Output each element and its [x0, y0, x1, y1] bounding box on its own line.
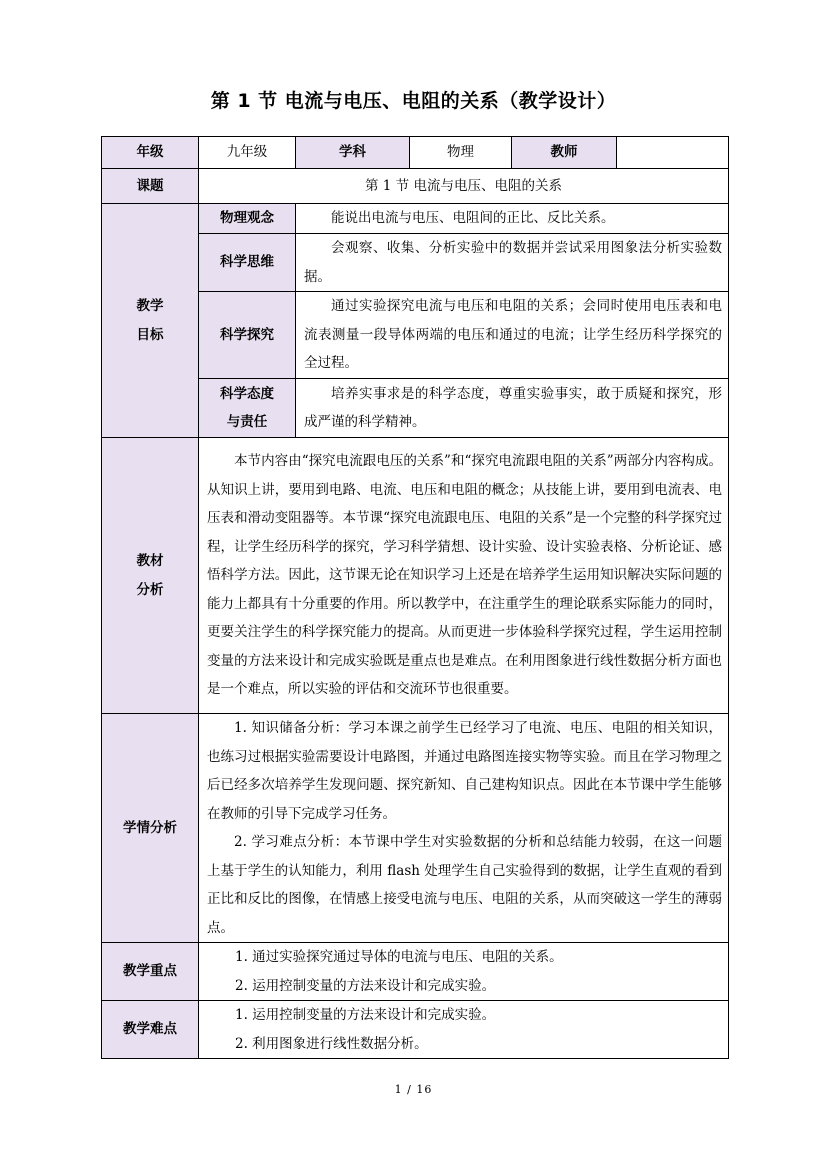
textbook-label-line1: 教材: [136, 553, 164, 569]
textbook-label-line2: 分析: [136, 581, 164, 598]
difficult-points-label: 教学难点: [102, 1001, 199, 1059]
page-number: 1 / 16: [394, 1083, 433, 1096]
textbook-text: [199, 438, 729, 714]
teacher-value: [617, 137, 729, 169]
objective-label: [199, 379, 296, 438]
page-title: 第 1 节 电流与电压、电阻的关系（教学设计）: [210, 90, 617, 112]
textbook-paragraph: 本节内容由“探究电流跟电压的关系”和“探究电流跟电阻的关系”两部分内容构成。从知识上讲，要用到电路、电流、电压和电阻的概念；从技能上讲，要用到电流表、电压表和滑动变阻器等。本节课“探究电流跟电压、电阻的关系”是一个完整的科学探究过程，让学生经历科学的探究，学习科学猜想、设计实验、设计实验表格、分析论证、感悟科学方法。因此，这节课无论在知识学习上还是在培养学生运用知识解决实际问题的能力上都具有十分重要的作用。所以教学中，在注重学生的理论联系实际能力的同时，更要关注学生的科学探究能力的提高。从而更进一步体验科学探究过程，学生运用控制变量的方法来设计和完成实验既是重点也是难点。在利用图象进行线性数据分析方面也是一个难点，所以实验的评估和交流环节也很重要。: [207, 453, 722, 698]
topic-label: 课题: [102, 169, 199, 204]
objectives-label-line2: 目标: [136, 326, 164, 343]
key-points-row: [102, 943, 729, 1001]
subject-label: 学科: [296, 137, 410, 169]
subject-value: 物理: [410, 137, 512, 169]
objective-label-line1: 科学态度: [220, 385, 274, 402]
objectives-label: [102, 204, 199, 438]
topic-row: [102, 169, 729, 204]
objective-row: [102, 204, 729, 234]
list-item: 1. 通过实验探究通过导体的电流与电压、电阻的关系。: [235, 949, 563, 965]
key-points-list: [199, 943, 729, 1001]
objective-label: 科学探究: [199, 292, 296, 379]
key-points-label: 教学重点: [102, 943, 199, 1001]
objective-label: 科学思维: [199, 234, 296, 292]
objective-text: 能说出电流与电压、电阻间的正比、反比关系。: [296, 204, 729, 234]
objective-label-line2: 与责任: [226, 414, 268, 430]
objectives-label-line1: 教学: [136, 298, 164, 314]
objective-text: 通过实验探究电流与电压和电阻的关系；会同时使用电压表和电流表测量一段导体两端的电压和通过的电流；让学生经历科学探究的全过程。: [296, 292, 729, 379]
grade-value: 九年级: [199, 137, 296, 169]
lesson-plan-table: [101, 136, 729, 1059]
difficult-points-list: [199, 1001, 729, 1059]
info-row: [102, 137, 729, 169]
grade-label: 年级: [102, 137, 199, 169]
learners-row: [102, 714, 729, 943]
textbook-row: [102, 438, 729, 714]
list-item: 2. 利用图象进行线性数据分析。: [235, 1035, 428, 1052]
list-item: 1. 运用控制变量的方法来设计和完成实验。: [235, 1007, 496, 1023]
objective-text: 培养实事求是的科学态度，尊重实验事实，敢于质疑和探究，形成严谨的科学精神。: [296, 379, 729, 438]
list-item: 2. 运用控制变量的方法来设计和完成实验。: [235, 977, 496, 994]
learners-text: [199, 714, 729, 943]
learners-paragraph: 1. 知识储备分析：学习本课之前学生已经学习了电流、电压、电阻的相关知识，也练习过根据实验需要设计电路图，并通过电路图连接实物等实验。而且在学习物理之后已经多次培养学生发现问题、探究新知、自己建构知识点。因此在本节课中学生能够在教师的引导下完成学习任务。: [207, 720, 722, 822]
objective-text: 会观察、收集、分析实验中的数据并尝试采用图象法分析实验数据。: [296, 234, 729, 292]
learners-label: 学情分析: [102, 714, 199, 943]
topic-value: 第 1 节 电流与电压、电阻的关系: [199, 169, 729, 204]
learners-paragraph: 2. 学习难点分析：本节课中学生对实验数据的分析和总结能力较弱，在这一问题上基于学生的认知能力，利用 flash 处理学生自己实验得到的数据，让学生直观的看到正比和反比的图像，在情感上接受电流与电压、电阻的关系，从而突破这一学生的薄弱点。: [207, 834, 722, 936]
textbook-label: [102, 438, 199, 714]
difficult-points-row: [102, 1001, 729, 1059]
teacher-label: 教师: [512, 137, 617, 169]
objective-label: 物理观念: [199, 204, 296, 234]
